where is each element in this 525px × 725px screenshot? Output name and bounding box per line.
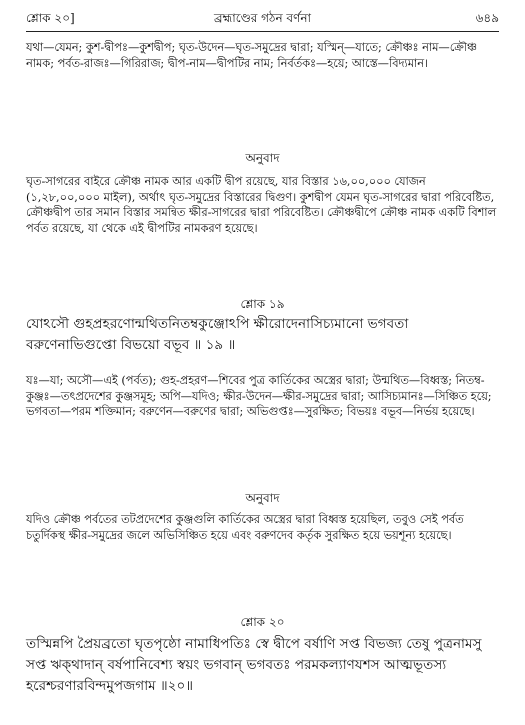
header-page-number: ৬৪৯ [475, 11, 499, 25]
translation-heading-19: অনুবাদ [245, 491, 280, 505]
verse-text-19: যোঽসৌ গুহপ্রহরণোন্মথিতনিতম্বকুঞ্জোঽপি ক্ষীরোদেনাসিচ্যমানো ভগবতা বরুণেনাভিগুপ্তো বিভয়ো বভূব ॥ ১৯ ॥ [26, 316, 409, 353]
synonyms-paragraph-19: যঃ—যা; অসৌ—এই (পর্বত); গুহ-প্রহরণ—শিবের পুত্র কার্তিকের অস্ত্রের দ্বারা; উন্মথিত—বিধ্বস্ত; নিতম্ব-কুঞ্জঃ—তৎপ্রদেশের কুঞ্জসমূহ; অপি—যদিও; ক্ষীর-উদেন—ক্ষীর-সমুদ্রের দ্বারা; আসিচ্যমানঃ—সিঞ্চিত হয়ে; ভগবতা—পরম শক্তিমান; বরুণেন—বরুণের দ্বারা; অভিগুপ্তঃ—সুরক্ষিত; বিভয়ঃ বভূব—নির্ভয় হয়েছে। [26, 374, 492, 419]
translation-paragraph-19: যদিও ক্রৌঞ্চ পর্বতের তটপ্রদেশের কুঞ্জগুলি কার্তিকের অস্ত্রের দ্বারা বিধ্বস্ত হয়েছিল, তবুও সেই পর্বত চতুর্দিকস্থ ক্ষীর-সমুদ্রের জলে অভিসিঞ্চিত হয়ে এবং বরুণদেব কর্তৃক সুরক্ষিত হয়ে ভয়শূন্য হয়েছে। [26, 513, 464, 542]
translation-paragraph-18: ঘৃত-সাগরের বাইরে ক্রৌঞ্চ নামক আর একটি দ্বীপ রয়েছে, যার বিস্তার ১৬,০০,০০০ যোজন (১,২৮,০০,০০০ মাইল), অর্থাৎ ঘৃত-সমুদ্রের বিস্তারের দ্বিগুণ। কুশদ্বীপ যেমন ঘৃত-সাগরের দ্বারা পরিবেষ্টিত, ক্রৌঞ্চদ্বীপ তার সমান বিস্তার সমন্বিত ক্ষীর-সাগরের দ্বারা পরিবেষ্টিত। ক্রৌঞ্চদ্বীপে ক্রৌঞ্চ নামক একটি বিশাল পর্বত রয়েছে, যা থেকে এই দ্বীপটির নামকরণ হয়েছে। [26, 175, 496, 235]
translation-heading-18: অনুবাদ [245, 151, 280, 165]
verse-heading-20: শ্লোক ২০ [240, 615, 285, 629]
header-verse-ref: শ্লোক ২০] [26, 11, 75, 25]
synonyms-paragraph-18: যথা—যেমন; কুশ-দ্বীপঃ—কুশদ্বীপ; ঘৃত-উদেন—ঘৃত-সমুদ্রের দ্বারা; যস্মিন্—যাতে; ক্রৌঞ্চঃ নাম—ক্রৌঞ্চ নামক; পর্বত-রাজঃ—গিরিরাজ; দ্বীপ-নাম—দ্বীপটির নাম; নির্বর্তকঃ—হয়ে; আস্তে—বিদ্যমান। [26, 41, 477, 70]
verse-heading-19: শ্লোক ১৯ [240, 297, 285, 311]
header-rule [26, 31, 499, 32]
verse-text-20: তস্মিন্নপি প্রৈয়ব্রতো ঘৃতপৃষ্ঠো নামাধিপতিঃ স্বে দ্বীপে বর্ষাণি সপ্ত বিভজ্য তেষু পুত্রনামসু সপ্ত ঋক্থাদান্ বর্ষপানিবেশ্য স্বয়ং ভগবান্ ভগবতঃ পরমকল্যাণযশস আত্মভূতস্য হরেশ্চরণারবিন্দমুপজগাম ॥২০॥ [26, 636, 482, 694]
header-chapter-title: ব্রহ্মাণ্ডের গঠন বর্ণনা [213, 11, 311, 25]
